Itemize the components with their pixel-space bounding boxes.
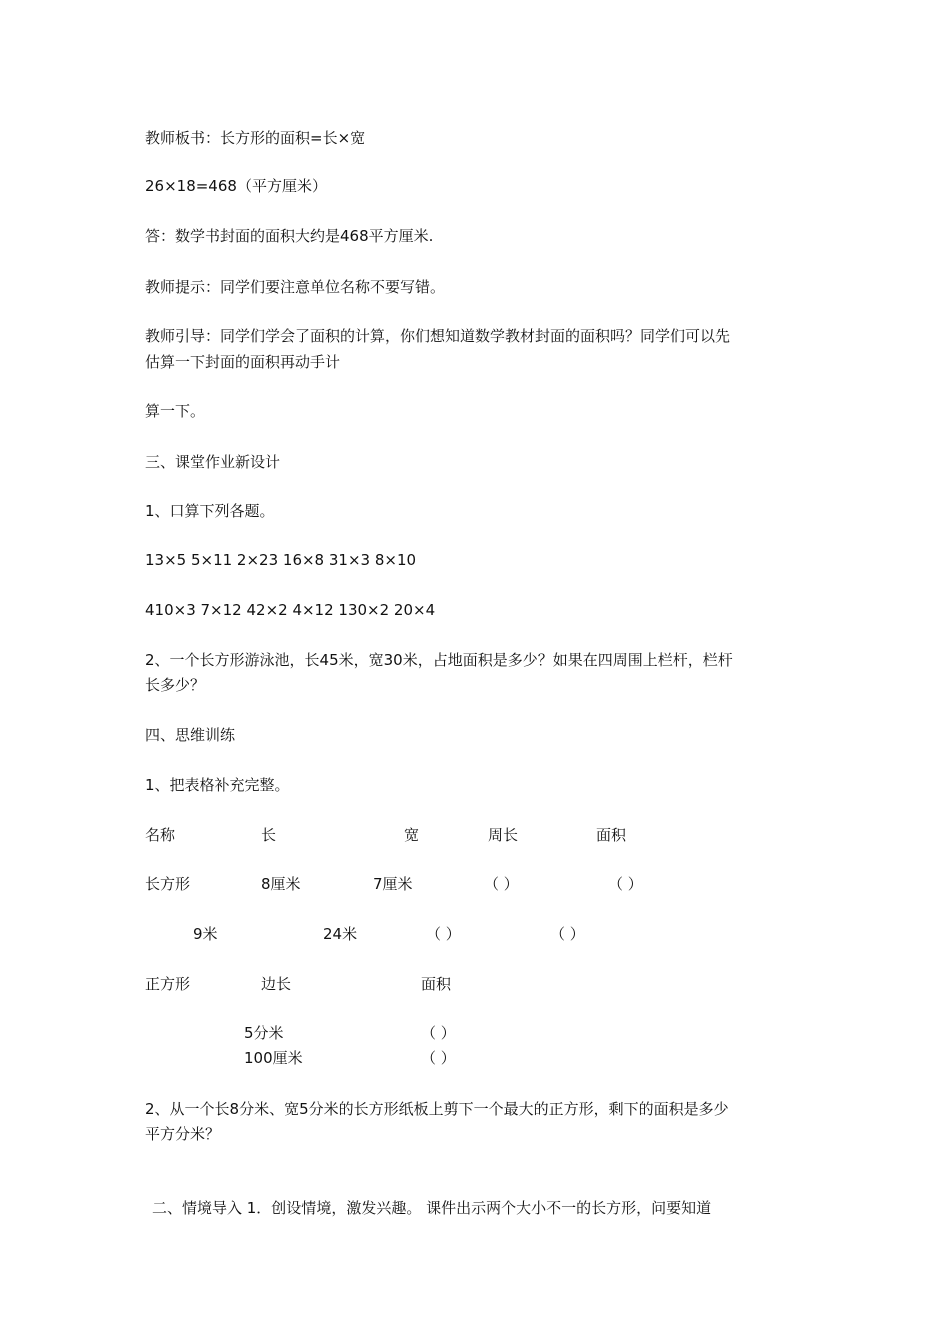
section-heading-4: 四、思维训练 <box>145 726 236 744</box>
blank-answer: （ ） <box>550 925 585 943</box>
blank-answer: （ ） <box>608 875 643 893</box>
table-cell: 长方形 <box>145 875 191 893</box>
table-cell: 100厘米 <box>244 1049 303 1067</box>
thinking-exercise-2-line-1: 2、从一个长8分米、宽5分米的长方形纸板上剪下一个最大的正方形，剩下的面积是多少 <box>145 1100 729 1118</box>
teacher-tip: 教师提示：同学们要注意单位名称不要写错。 <box>145 278 446 296</box>
thinking-exercise-1-title: 1、把表格补充完整。 <box>145 776 290 794</box>
table-header-name: 名称 <box>145 826 176 844</box>
table-cell: 7厘米 <box>373 875 413 893</box>
table-cell: 24米 <box>323 925 358 943</box>
teacher-board-formula: 教师板书：长方形的面积=长×宽 <box>145 129 366 147</box>
table-header-width: 宽 <box>404 826 420 844</box>
thinking-exercise-2-line-2: 平方分米？ <box>145 1125 221 1143</box>
blank-answer: （ ） <box>421 1049 456 1067</box>
table-header-length: 长 <box>261 826 277 844</box>
mental-math-row-1: 13×5 5×11 2×23 16×8 31×3 8×10 <box>145 551 417 569</box>
mental-math-row-2: 410×3 7×12 42×2 4×12 130×2 20×4 <box>145 601 436 619</box>
blank-answer: （ ） <box>426 925 461 943</box>
exercise-2-line-1: 2、一个长方形游泳池，长45米，宽30米，占地面积是多少？如果在四周围上栏杆，栏杆 <box>145 651 733 669</box>
exercise-2-line-2: 长多少？ <box>145 676 206 694</box>
table-header-side: 边长 <box>261 975 292 993</box>
table-cell: 5分米 <box>244 1024 284 1042</box>
blank-answer: （ ） <box>421 1024 456 1042</box>
exercise-1-title: 1、口算下列各题。 <box>145 502 275 520</box>
teacher-guide-line-3: 算一下。 <box>145 402 206 420</box>
calculation-line: 26×18=468（平方厘米） <box>145 177 327 195</box>
section-heading-2: 二、情境导入 1．创设情境，激发兴趣。 课件出示两个大小不一的长方形，问要知道 <box>152 1199 712 1217</box>
teacher-guide-line-1: 教师引导：同学们学会了面积的计算，你们想知道数学教材封面的面积吗？同学们可以先 <box>145 327 731 345</box>
table-cell: 8厘米 <box>261 875 301 893</box>
table-header-perimeter: 周长 <box>488 826 519 844</box>
table-cell: 9米 <box>193 925 218 943</box>
table-header-name: 正方形 <box>145 975 191 993</box>
answer-line: 答：数学书封面的面积大约是468平方厘米. <box>145 227 434 245</box>
section-heading-3: 三、课堂作业新设计 <box>145 453 281 471</box>
teacher-guide-line-2: 估算一下封面的面积再动手计 <box>145 353 341 371</box>
table-header-area: 面积 <box>421 975 452 993</box>
blank-answer: （ ） <box>484 875 519 893</box>
table-header-area: 面积 <box>596 826 627 844</box>
